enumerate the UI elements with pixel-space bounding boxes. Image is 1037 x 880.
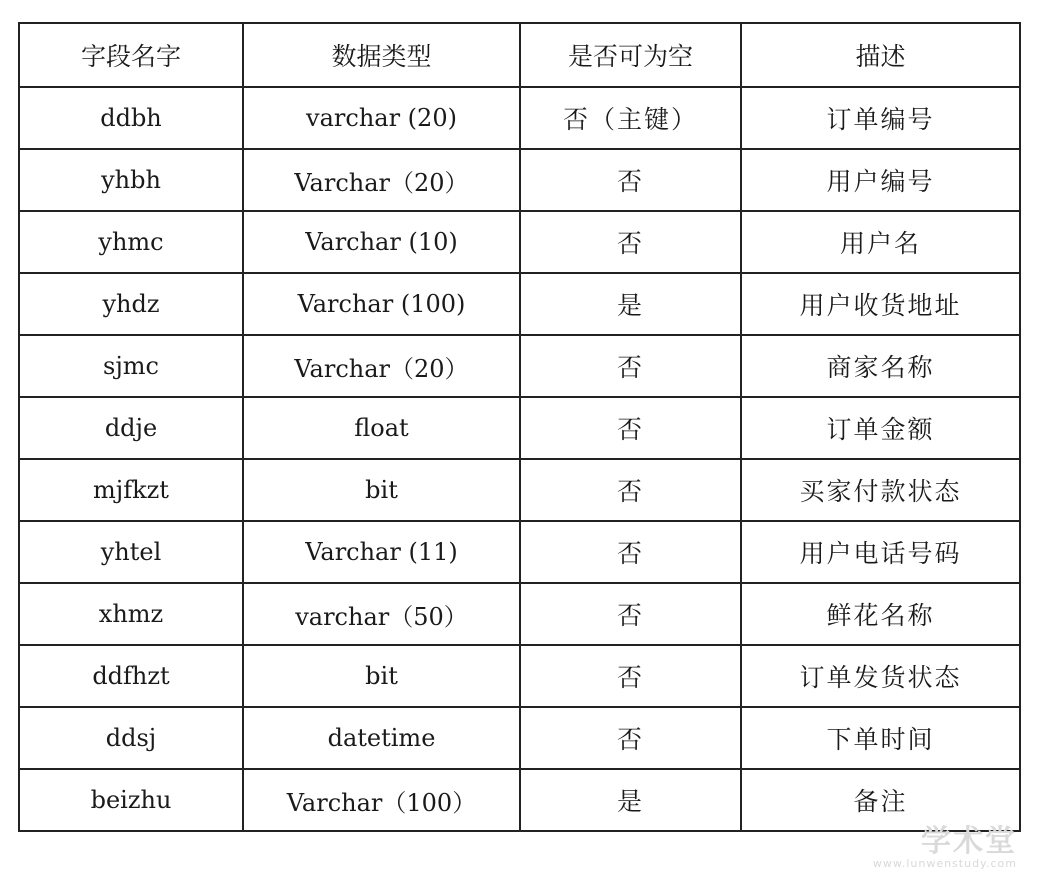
cell-nullable: 否（主键） — [520, 87, 741, 149]
cell-nullable: 是 — [520, 769, 741, 831]
table-row — [19, 645, 1020, 707]
table-row — [19, 211, 1020, 273]
watermark-url: www.lunwenstudy.com — [872, 857, 1017, 870]
cell-description: 鲜花名称 — [741, 583, 1020, 645]
cell-field-name: yhtel — [19, 521, 243, 583]
table-row — [19, 459, 1020, 521]
cell-data-type: Varchar（100） — [243, 769, 520, 831]
cell-description: 下单时间 — [741, 707, 1020, 769]
table-row — [19, 273, 1020, 335]
cell-nullable: 否 — [520, 583, 741, 645]
cell-nullable: 否 — [520, 149, 741, 211]
cell-data-type: float — [243, 397, 520, 459]
cell-data-type: varchar (20) — [243, 87, 520, 149]
cell-nullable: 否 — [520, 335, 741, 397]
cell-data-type: bit — [243, 645, 520, 707]
table-row — [19, 769, 1020, 831]
cell-description: 订单发货状态 — [741, 645, 1020, 707]
cell-field-name: ddsj — [19, 707, 243, 769]
cell-nullable: 否 — [520, 521, 741, 583]
site-watermark — [873, 826, 1017, 870]
header-data-type: 数据类型 — [243, 23, 520, 87]
table-row — [19, 149, 1020, 211]
cell-field-name: ddfhzt — [19, 645, 243, 707]
cell-data-type: bit — [243, 459, 520, 521]
table-header-row — [19, 23, 1020, 87]
cell-description: 用户名 — [741, 211, 1020, 273]
cell-nullable: 是 — [520, 273, 741, 335]
cell-data-type: Varchar（20） — [243, 149, 520, 211]
watermark-logo-text: 学术堂 — [921, 824, 1017, 859]
header-description: 描述 — [741, 23, 1020, 87]
table-row — [19, 707, 1020, 769]
cell-field-name: ddje — [19, 397, 243, 459]
cell-description: 用户电话号码 — [741, 521, 1020, 583]
table-row — [19, 521, 1020, 583]
cell-description: 商家名称 — [741, 335, 1020, 397]
header-field-name: 字段名字 — [19, 23, 243, 87]
cell-nullable: 否 — [520, 397, 741, 459]
cell-data-type: Varchar (10) — [243, 211, 520, 273]
cell-field-name: sjmc — [19, 335, 243, 397]
cell-field-name: yhbh — [19, 149, 243, 211]
cell-data-type: Varchar (100) — [243, 273, 520, 335]
cell-nullable: 否 — [520, 211, 741, 273]
cell-nullable: 否 — [520, 645, 741, 707]
cell-data-type: Varchar (11) — [243, 521, 520, 583]
cell-data-type: Varchar（20） — [243, 335, 520, 397]
cell-nullable: 否 — [520, 459, 741, 521]
cell-field-name: yhmc — [19, 211, 243, 273]
table-row — [19, 397, 1020, 459]
cell-field-name: yhdz — [19, 273, 243, 335]
cell-field-name: beizhu — [19, 769, 243, 831]
table-row — [19, 87, 1020, 149]
table-row — [19, 583, 1020, 645]
cell-data-type: datetime — [243, 707, 520, 769]
cell-field-name: mjfkzt — [19, 459, 243, 521]
table-row — [19, 335, 1020, 397]
cell-data-type: varchar（50） — [243, 583, 520, 645]
cell-description: 用户编号 — [741, 149, 1020, 211]
cell-description: 用户收货地址 — [741, 273, 1020, 335]
cell-description: 买家付款状态 — [741, 459, 1020, 521]
cell-field-name: ddbh — [19, 87, 243, 149]
cell-description: 订单金额 — [741, 397, 1020, 459]
cell-description: 订单编号 — [741, 87, 1020, 149]
cell-nullable: 否 — [520, 707, 741, 769]
table-body — [19, 87, 1020, 831]
cell-field-name: xhmz — [19, 583, 243, 645]
header-nullable: 是否可为空 — [520, 23, 741, 87]
field-definition-table — [18, 22, 1021, 832]
cell-description: 备注 — [741, 769, 1020, 831]
